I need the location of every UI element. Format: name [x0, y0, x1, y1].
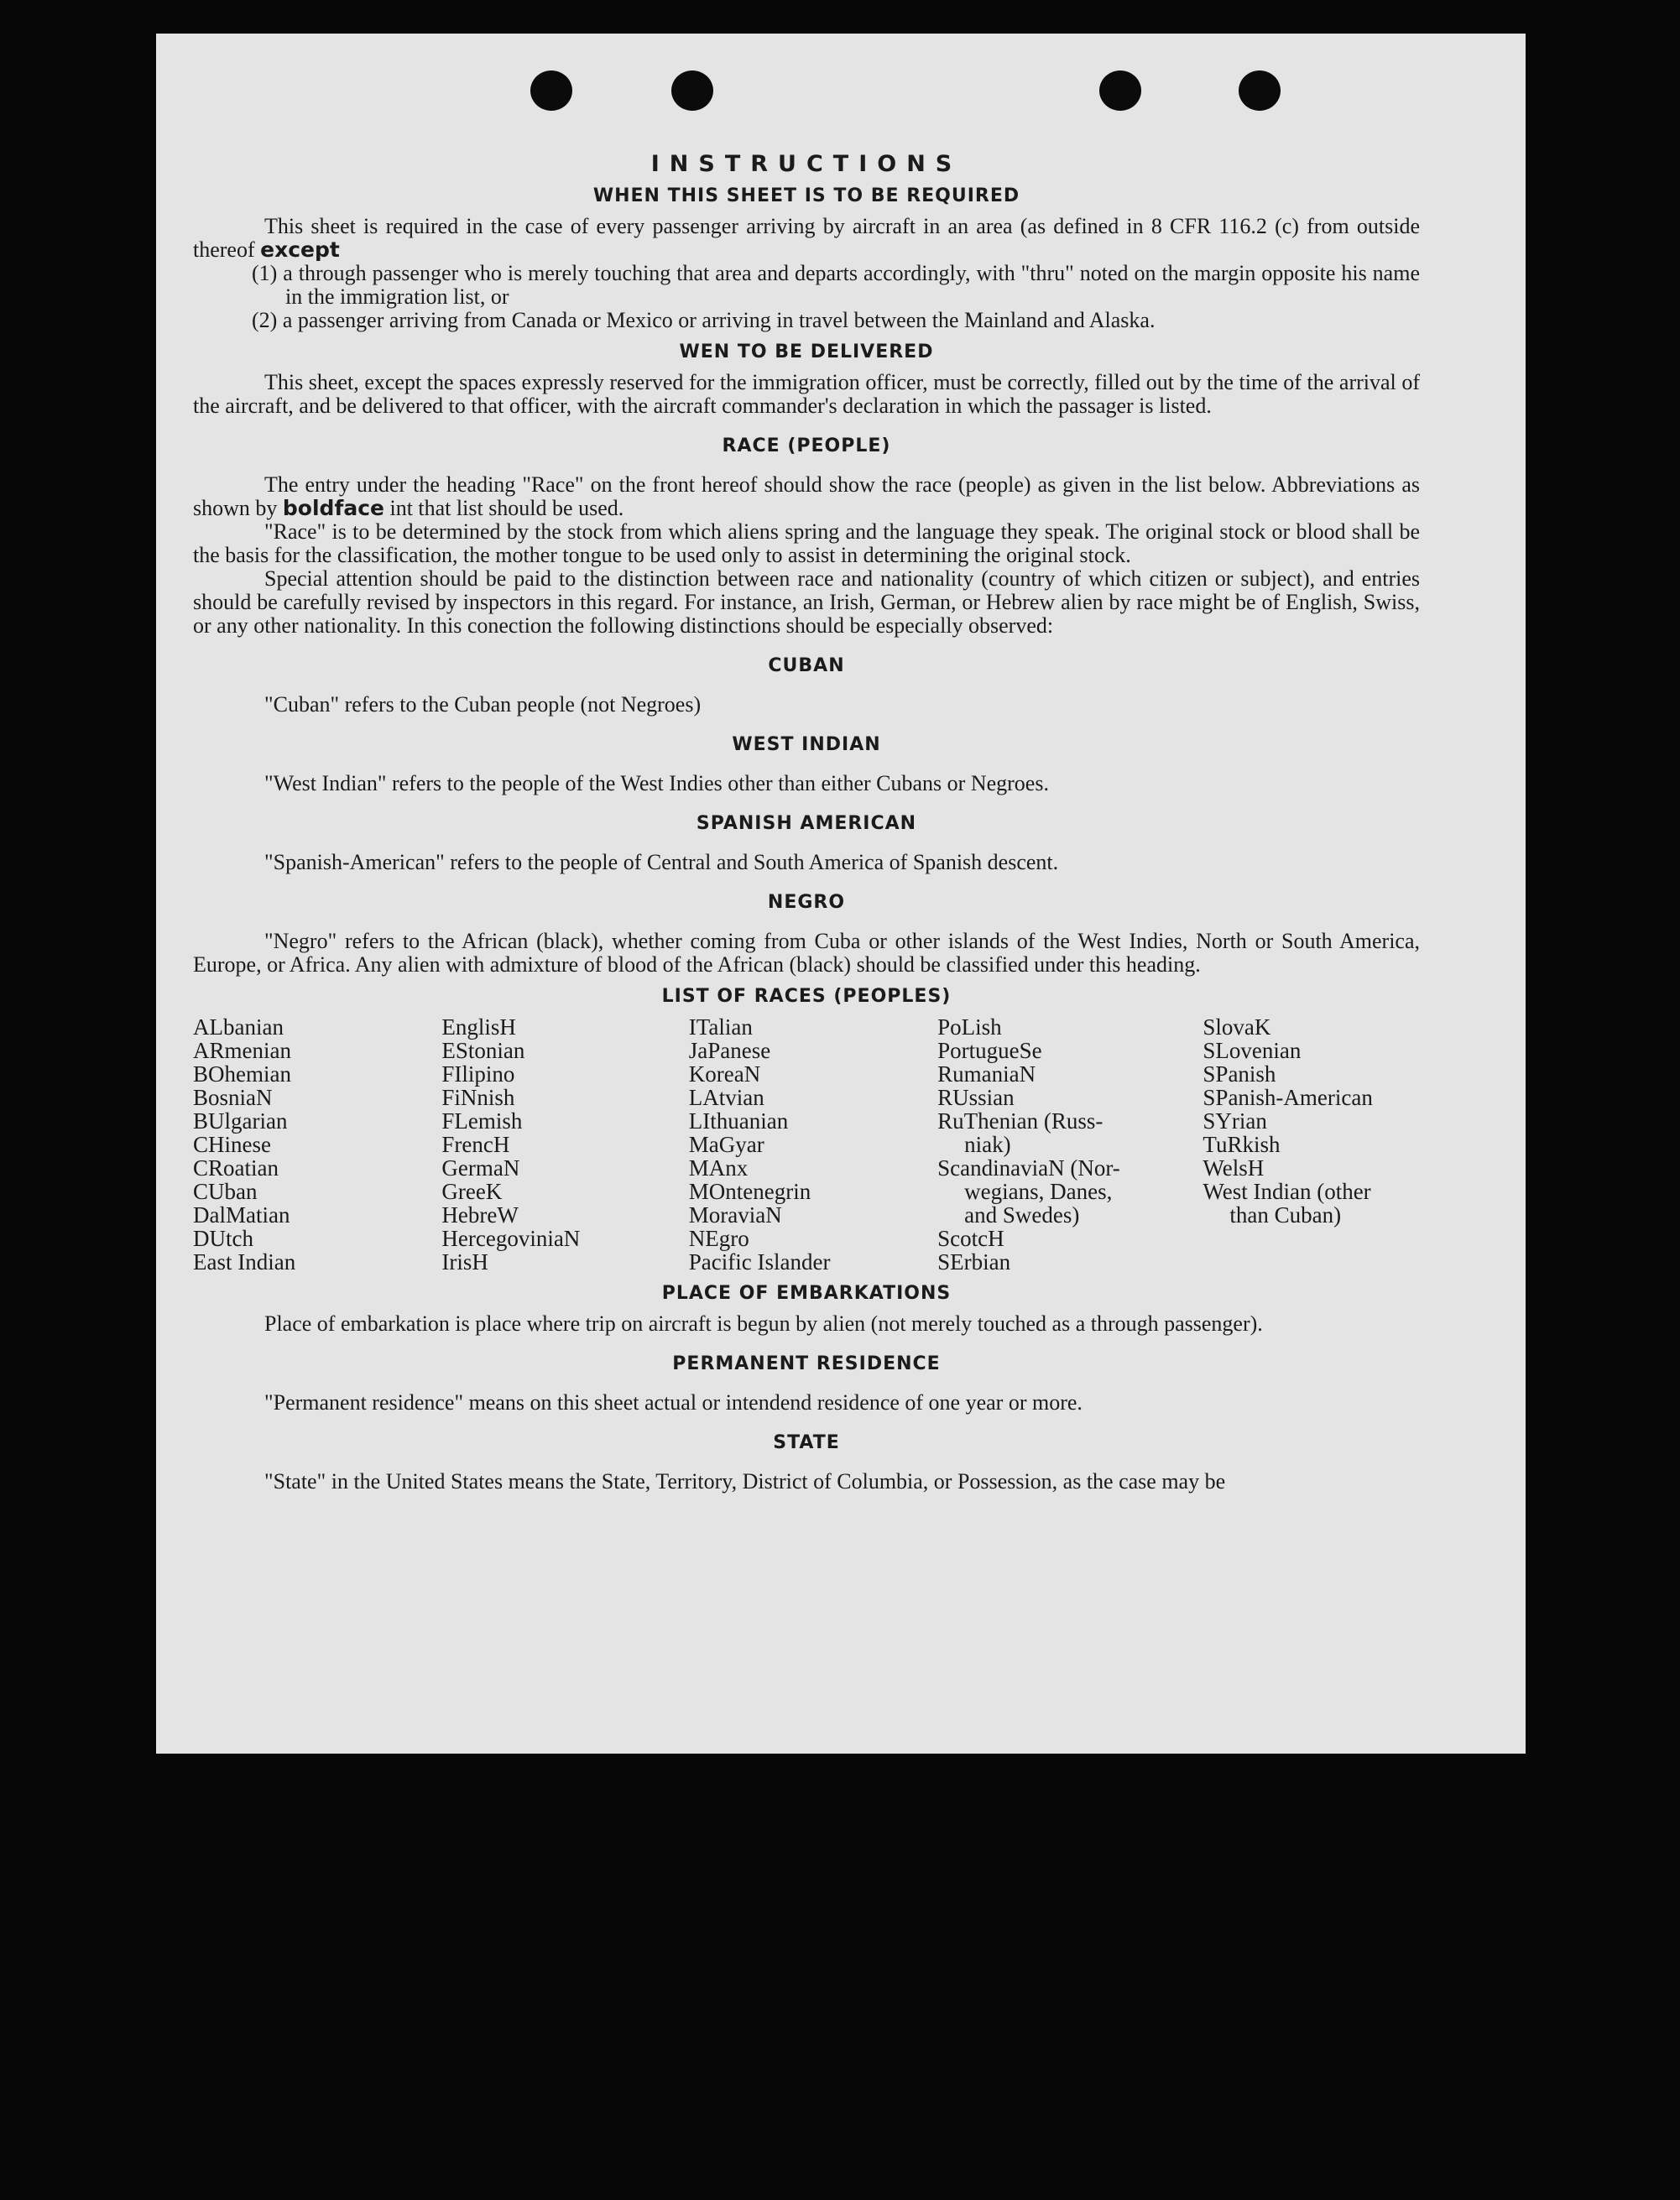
- race-item: East Indian: [193, 1249, 296, 1275]
- section-heading-state: STATE: [773, 1432, 840, 1453]
- race-item: EnglisH: [441, 1014, 516, 1040]
- race-item: WelsH: [1203, 1155, 1265, 1181]
- race-item: DUtch: [193, 1226, 253, 1251]
- race-item: EStonian: [441, 1038, 525, 1063]
- punch-hole: [1099, 70, 1141, 111]
- race-item: RumaniaN: [937, 1061, 1036, 1087]
- exception-2: (2) a passenger arriving from Canada or Mexico or arriving in travel between the Mainland and Alaska.: [252, 308, 1156, 332]
- race-item: West Indian (other: [1203, 1179, 1371, 1204]
- race-item: MoraviaN: [688, 1202, 782, 1228]
- race-column-2: [441, 1015, 688, 1274]
- race-item-continuation: than Cuban): [1229, 1202, 1342, 1228]
- race-item: SlovaK: [1203, 1014, 1271, 1040]
- section-heading-embarkation: PLACE OF EMBARKATIONS: [661, 1283, 952, 1304]
- race-item: ScotcH: [937, 1226, 1004, 1251]
- section-heading-delivered: WEN TO BE DELIVERED: [679, 341, 934, 362]
- race-column-5: [1203, 1015, 1420, 1274]
- race-item: BUlgarian: [193, 1108, 288, 1134]
- race-item: SLovenian: [1203, 1038, 1302, 1063]
- race-item: FiNnish: [441, 1085, 515, 1110]
- race-item: FIlipino: [441, 1061, 515, 1087]
- race-item: Pacific Islander: [688, 1249, 831, 1275]
- race-item: KoreaN: [688, 1061, 761, 1087]
- race-item: MAnx: [688, 1155, 749, 1181]
- race-item: LAtvian: [688, 1085, 764, 1110]
- embarkation-text: Place of embarkation is place where trip on aircraft is begun by alien (not merely touched as a through passenger).: [264, 1311, 1263, 1336]
- race-item: BosniaN: [193, 1085, 273, 1110]
- race-item: DalMatian: [193, 1202, 290, 1228]
- race-item: GermaN: [441, 1155, 520, 1181]
- exception-1: (1) a through passenger who is merely touching that area and departs accordingly, with "thru" noted on the margin opposite his name in the immigration list, or: [252, 261, 1420, 309]
- race-item: NEgro: [688, 1226, 749, 1251]
- section-heading-residence: PERMANENT RESIDENCE: [672, 1353, 941, 1374]
- race-item: PortugueSe: [937, 1038, 1042, 1063]
- race-item: TuRkish: [1203, 1132, 1281, 1157]
- race-paragraph-2: "Race" is to be determined by the stock from which aliens spring and the language they speak. The original stock or blood shall be the basis for the classification, the mother tongue to be used only to assist in determining the original stock.: [193, 519, 1420, 567]
- west-indian-text: "West Indian" refers to the people of the West Indies other than either Cubans or Negroes.: [264, 771, 1049, 795]
- race-item: GreeK: [441, 1179, 503, 1204]
- race-column-4: [937, 1015, 1203, 1274]
- cuban-text: "Cuban" refers to the Cuban people (not Negroes): [264, 692, 702, 717]
- race-item: RUssian: [937, 1085, 1015, 1110]
- section-heading-race: RACE (PEOPLE): [722, 435, 891, 456]
- race-item: CRoatian: [193, 1155, 279, 1181]
- required-intro: This sheet is required in the case of every passenger arriving by aircraft in an area (as defined in 8 CFR 116.2 (c) from outside thereof except: [193, 214, 1420, 262]
- race-item: FrencH: [441, 1132, 510, 1157]
- section-heading-required: WHEN THIS SHEET IS TO BE REQUIRED: [592, 185, 1020, 206]
- race-item: HebreW: [441, 1202, 519, 1228]
- race-item: ScandinaviaN (Nor-: [937, 1155, 1120, 1181]
- section-heading-list-of-races: LIST OF RACES (PEOPLES): [661, 986, 952, 1007]
- delivered-text: This sheet, except the spaces expressly reserved for the immigration officer, must be correctly, filled out by the time of the arrival of the aircraft, and be delivered to that officer, with the aircraft commander's declaration in which the passager is listed.: [193, 370, 1420, 418]
- race-item: SErbian: [937, 1249, 1011, 1275]
- document-title: INSTRUCTIONS: [650, 151, 963, 177]
- negro-text: "Negro" refers to the African (black), whether coming from Cuba or other islands of the West Indies, North or South America, Europe, or Africa. Any alien with admixture of blood of the African (black) should be classified under this heading.: [193, 929, 1420, 977]
- race-item: MOntenegrin: [688, 1179, 811, 1204]
- race-item: RuThenian (Russ-: [937, 1108, 1103, 1134]
- race-item: FLemish: [441, 1108, 523, 1134]
- race-paragraph-3: Special attention should be paid to the distinction between race and nationality (country of which citizen or subject), and entries should be carefully revised by inspectors in this regard. For instance, an Irish, German, or Hebrew alien by race might be of English, Swiss, or any other nationality. In this conection the following distinctions should be especially observed:: [193, 566, 1420, 638]
- state-text: "State" in the United States means the State, Territory, District of Columbia, or Possession, as the case may be: [264, 1469, 1226, 1494]
- race-item-continuation: wegians, Danes,: [964, 1179, 1113, 1204]
- race-list: [193, 1015, 1420, 1274]
- punch-hole: [671, 70, 713, 111]
- race-item: MaGyar: [688, 1132, 764, 1157]
- race-item: SYrian: [1203, 1108, 1267, 1134]
- race-column-3: [689, 1015, 937, 1274]
- race-item: PoLish: [937, 1014, 1002, 1040]
- race-item: SPanish-American: [1203, 1085, 1373, 1110]
- race-column-1: [193, 1015, 441, 1274]
- race-item: IrisH: [441, 1249, 488, 1275]
- spanish-american-text: "Spanish-American" refers to the people of Central and South America of Spanish descent.: [264, 850, 1059, 874]
- race-item: ARmenian: [193, 1038, 291, 1063]
- race-item-continuation: niak): [964, 1132, 1011, 1157]
- race-paragraph-1: The entry under the heading "Race" on the front hereof should show the race (people) as given in the list below. Abbreviations as shown by boldface int that list should be used.: [193, 472, 1420, 520]
- document-page: [156, 34, 1526, 1754]
- race-item: LIthuanian: [688, 1108, 789, 1134]
- race-item: BOhemian: [193, 1061, 291, 1087]
- race-item: JaPanese: [688, 1038, 771, 1063]
- residence-text: "Permanent residence" means on this sheet actual or intendend residence of one year or more.: [264, 1390, 1083, 1415]
- race-item-continuation: and Swedes): [964, 1202, 1080, 1228]
- punch-hole: [1239, 70, 1281, 111]
- section-heading-negro: NEGRO: [767, 892, 846, 913]
- instructions-content: [193, 153, 1420, 1494]
- race-item: SPanish: [1203, 1061, 1276, 1087]
- race-item: ITalian: [688, 1014, 753, 1040]
- race-item: HercegoviniaN: [441, 1226, 581, 1251]
- section-heading-west-indian: WEST INDIAN: [732, 734, 881, 755]
- race-item: CHinese: [193, 1132, 271, 1157]
- race-item: ALbanian: [193, 1014, 284, 1040]
- race-item: CUban: [193, 1179, 258, 1204]
- section-heading-spanish-american: SPANISH AMERICAN: [696, 813, 917, 834]
- section-heading-cuban: CUBAN: [768, 655, 845, 676]
- punch-hole: [530, 70, 572, 111]
